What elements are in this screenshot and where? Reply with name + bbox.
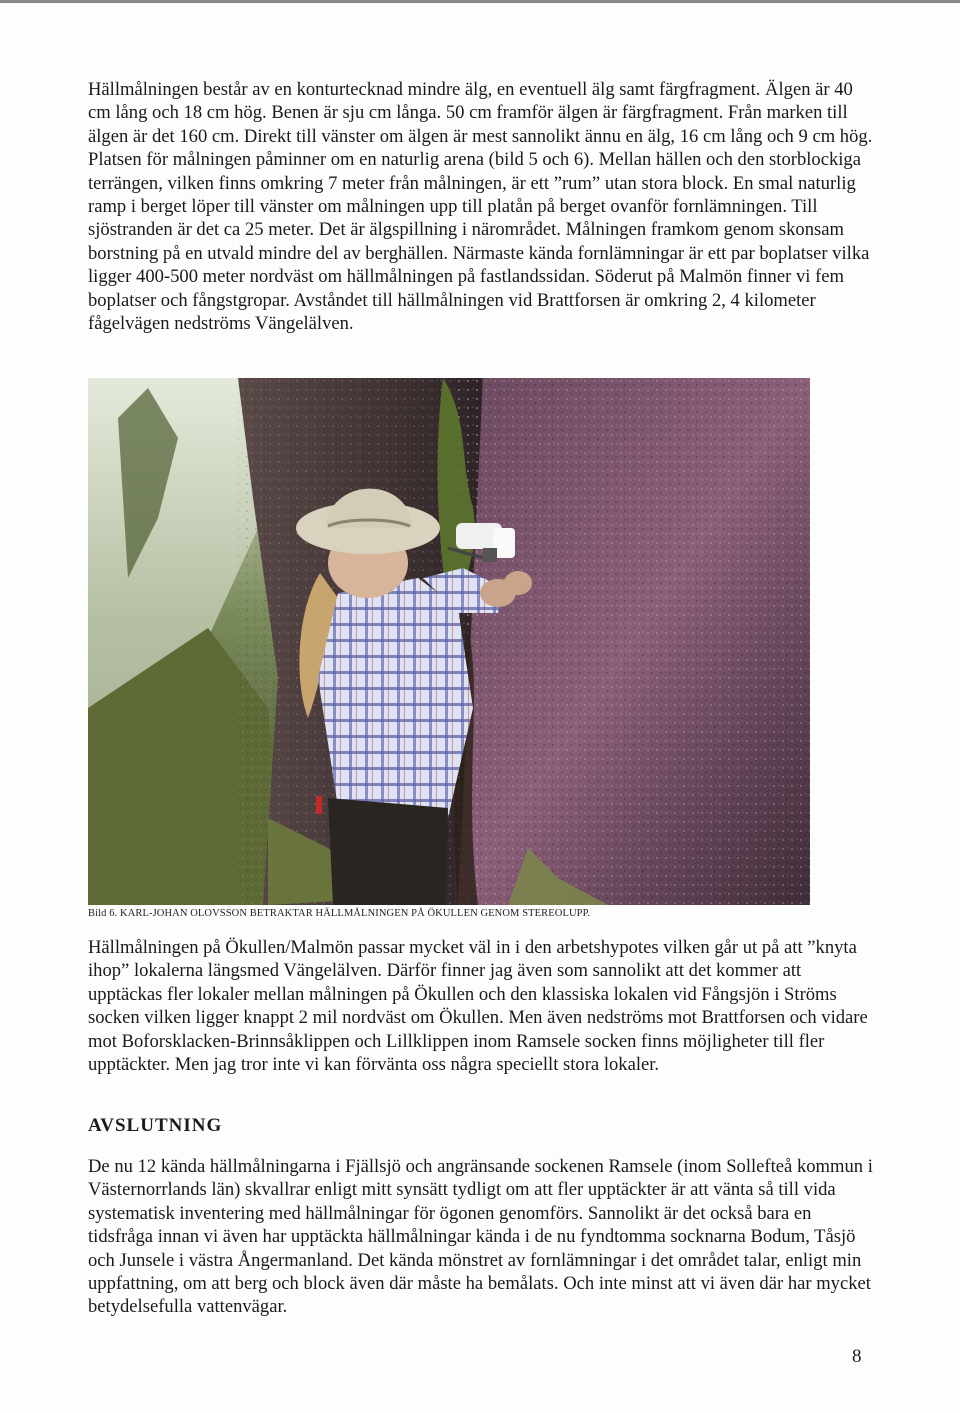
page-number: 8 [852,1346,862,1367]
body-text-middle [88,936,878,1076]
paragraph-hypothesis: Hällmålningen på Ökullen/Malmön passar mycket väl in i den arbetshypotes vilken går ut på att ”knyta ihop” lokalerna längsmed Vängelälven. Därför finner jag även som sannolikt att det kommer att upptäckas fler lokaler mellan målningen på Ökullen och den klassiska lokalen vid Fångsjön i Ströms socken vilken ligger knappt 2 mil nordväst om Ökullen. Men även nedströms mot Brattforsen och vidare mot Boforsklacken-Brinnsåklippen och Lillklippen inom Ramsele socken finns möjligheter till fler upptäckter. Men jag tror inte vi kan förvänta oss några speciellt stora lokaler. [88,937,868,1076]
paragraph-description: Hällmålningen består av en konturtecknad mindre älg, en eventuell älg samt färgfragment. Älgen är 40 cm lång och 18 cm hög. Benen är sju cm långa. 50 cm framför älgen är färgfragment. Från marken till älgen är det 160 cm. Direkt till vänster om älgen är mest sannolikt ännu en älg, 16 cm lång och 9 cm hög. Platsen för målningen påminner om en naturlig arena (bild 5 och 6). Mellan hällen och den storblockiga terrängen, vilken finns omkring 7 meter från målningen, är ett ”rum” utan stora block. En smal naturlig ramp i berget löper till vänster om målningen upp till platån på berget ovanför fornlämningen. Till sjöstranden är det ca 25 meter. Det är älgspillning i närområdet. Målningen framkom genom skonsam borstning på en utvald mindre del av berghällen. Närmaste kända fornlämningar är ett par boplatser vilka ligger 400-500 meter nordväst om hällmålningen på fastlandssidan. Söderut på Malmön finner vi fem boplatser och fångstgropar. Avståndet till hällmålningen vid Brattforsen är omkring 2, 4 kilometer fågelvägen nedströms Vängelälven. [88,79,873,335]
paragraph-conclusion: De nu 12 kända hällmålningarna i Fjällsjö och angränsande sockenen Ramsele (inom Sollefteå kommun i Västernorrlands län) skvallrar enligt mitt synsätt tydligt om att fler upptäckter är att vänta så till vida systematisk inventering med hällmålningar för ögonen genomförs. Sannolikt är det också bara en tidsfråga innan vi även har upptäckta hällmålningar kända i de nu fyndtomma socknarna Bodum, Tåsjö och Junsele i västra Ångermanland. Det kända mönstret av fornlämningar i det området talar, enligt min uppfattning, om att berg och block även där måste ha bemålats. Och inte minst att vi även där har mycket betydelsefulla vattenvägar. [88,1156,873,1318]
page-top-border [0,0,960,3]
rock-painting-photo [88,378,810,905]
figure-caption: Bild 6. KARL-JOHAN OLOVSSON BETRAKTAR HÄLLMÅLNINGEN PÅ ÖKULLEN GENOM STEREOLUPP. [88,908,591,919]
body-text-top [88,74,878,335]
photo-illustration [88,378,810,905]
section-heading: AVSLUTNING [88,1115,223,1136]
body-text-bottom [88,1155,878,1319]
